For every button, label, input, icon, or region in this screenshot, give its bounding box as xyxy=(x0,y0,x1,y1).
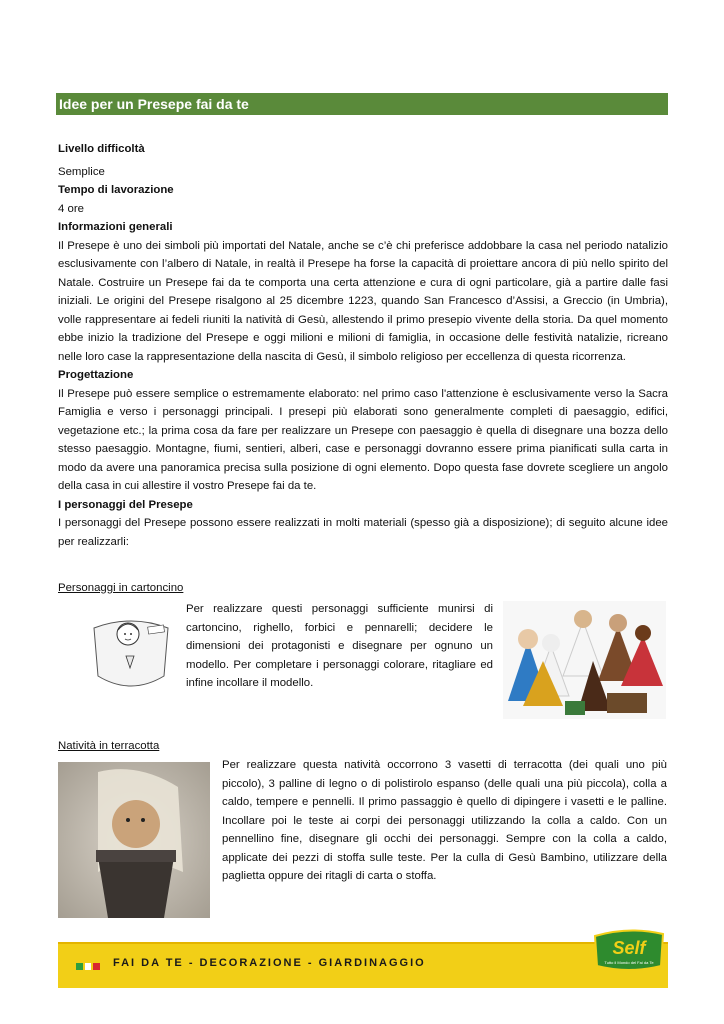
terracotta-nativity-photo xyxy=(58,762,210,918)
footer-banner xyxy=(58,944,668,988)
difficulty-value: Semplice xyxy=(58,165,105,178)
terracotta-paragraph: Per realizzare questa natività occorrono 3 vasetti di terracotta (dei quali uno più piccolo), 3 palline di legno o di polistirolo espanso (delle quali una più piccola), colla a caldo, tempere e pennelli. Il primo passaggio è quello di dipingere i vasetti e le palline. Incollare poi le teste ai corpi dei personaggi utilizzando la colla a caldo. Con un pennellino fine, disegnare gli occhi dei personaggi. Sempre con la colla a caldo, applicate dei pezzi di stoffa sulle teste. Per la culla di Gesù Bambino, utilizzare della paglietta oppure dei ritagli di carta o stoffa. xyxy=(222,759,667,882)
cardboard-subheading: Personaggi in cartoncino xyxy=(58,582,184,594)
info-paragraph: Il Presepe è uno dei simboli più importati del Natale, anche se c’è chi preferisce addobbare la casa nel periodo natalizio esclusivamente con l’albero di Natale, in realtà il Presepe ha forse la capacità di proiettare ancora di più nello spirito del Natale. Costruire un Presepe fai da te comporta una certa attenzione e cura di ogni particolare, già a partire dalle fasi iniziali. Le origini del Presepe risalgono al 25 dicembre 1223, quando San Francesco d’Assisi, a Greccio (in Umbria), volle rappresentare ai fedeli riuniti la natività di Gesù, allestendo il primo presepio vivente della storia. Da quel momento ebbe inizio la tradizione del Presepe e oggi milioni e milioni di famiglia, in occasione delle festività natalizie, ricreano nelle loro case la rappresentazione della nascita di Gesù, il simbolo religioso per eccellenza di questa ricorrenza. xyxy=(58,239,668,363)
self-logo xyxy=(591,926,667,974)
figurines-photo xyxy=(503,601,666,719)
document-body xyxy=(58,140,668,551)
time-heading: Tempo di lavorazione xyxy=(58,184,174,196)
cardboard-figure-image xyxy=(90,606,172,694)
page-title: Idee per un Presepe fai da te xyxy=(56,93,668,115)
time-value: 4 ore xyxy=(58,202,84,215)
design-paragraph: Il Presepe può essere semplice o estremamente elaborato: nel primo caso l'attenzione è esclusivamente verso la Sacra Famiglia e verso i personaggi principali. I presepi più elaborati sono generalmente completi di paesaggio, edifici, vegetazione etc.; la prima cosa da fare per realizzare un Presepe con paesaggio è quella di disegnare una bozza dello stesso paesaggio. Montagne, fiumi, sentieri, alberi, case e personaggi dovranno essere prima pianificati sulla carta in modo da avere una panoramica precisa sulla posizione di ogni elemento. Dopo questa fase dovrete scegliere un angolo della casa in cui allestire il vostro Presepe fai da te. xyxy=(58,387,668,492)
logo-wordmark: Self xyxy=(612,938,646,958)
characters-heading: I personaggi del Presepe xyxy=(58,498,193,511)
italian-flag-icon xyxy=(76,963,102,970)
cardboard-paragraph: Per realizzare questi personaggi sufficiente munirsi di cartoncino, righello, forbici e pennarelli; decidere le dimensioni dei protagonisti e disegnare per ognuno un modello. Per completare i personaggi colorare, ritagliare ed infine incollare il modello. xyxy=(186,603,493,689)
difficulty-heading: Livello difficoltà xyxy=(58,143,145,155)
characters-paragraph: I personaggi del Presepe possono essere realizzati in molti materiali (spesso già a disposizione); di seguito alcune idee per realizzarli: xyxy=(58,517,668,548)
info-heading: Informazioni generali xyxy=(58,221,173,233)
terracotta-subheading: Natività in terracotta xyxy=(58,740,160,752)
footer-tagline: FAI DA TE - DECORAZIONE - GIARDINAGGIO xyxy=(113,957,426,969)
design-heading: Progettazione xyxy=(58,369,134,381)
logo-tagline: Tutto il Mondo del Fai da Te xyxy=(604,960,654,965)
